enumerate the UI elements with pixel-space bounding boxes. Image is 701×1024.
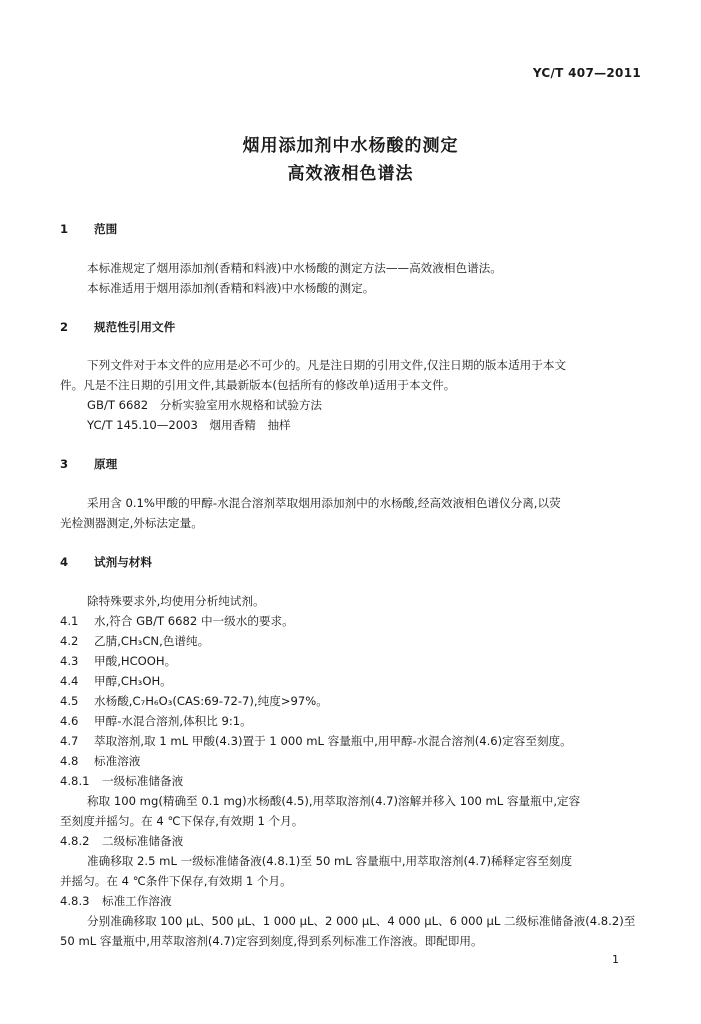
section-2-heading: 2 规范性引用文件 (60, 320, 176, 334)
reference-item: YC/T 145.10—2003 烟用香精 抽样 (87, 418, 291, 432)
page-number: 1 (612, 953, 619, 966)
paragraph: 除特殊要求外,均使用分析纯试剂。 (87, 594, 265, 608)
standard-code: YC/T 407—2011 (532, 66, 641, 80)
paragraph: 本标准规定了烟用添加剂(香精和料液)中水杨酸的测定方法——高效液相色谱法。 (87, 261, 502, 275)
subsection-heading: 4.8.2 二级标准储备液 (60, 834, 184, 848)
section-3-heading: 3 原理 (60, 457, 118, 471)
paragraph: 分别准确移取 100 μL、500 μL、1 000 μL、2 000 μL、4 000 μL、6 000 μL 二级标准储备液(4.8.2)至 (87, 914, 636, 928)
list-item: 4.2 乙腈,CH₃CN,色谱纯。 (60, 634, 210, 648)
paragraph: 光检测器测定,外标法定量。 (60, 516, 203, 530)
subsection-heading: 4.8.1 一级标准储备液 (60, 774, 184, 788)
paragraph: 至刻度并摇匀。在 4 ℃下保存,有效期 1 个月。 (60, 814, 304, 828)
list-item: 4.7 萃取溶剂,取 1 mL 甲酸(4.3)置于 1 000 mL 容量瓶中,用甲醇-水混合溶剂(4.6)定容至刻度。 (60, 734, 572, 748)
section-4-heading: 4 试剂与材料 (60, 555, 152, 569)
section-1-heading: 1 范围 (60, 222, 118, 236)
list-item: 4.1 水,符合 GB/T 6682 中一级水的要求。 (60, 614, 294, 628)
document-subtitle: 高效液相色谱法 (287, 164, 414, 184)
paragraph: 称取 100 mg(精确至 0.1 mg)水杨酸(4.5),用萃取溶剂(4.7)溶解并移入 100 mL 容量瓶中,定容 (87, 794, 581, 808)
subsection-heading: 4.8.3 标准工作溶液 (60, 894, 172, 908)
paragraph: 件。凡是不注日期的引用文件,其最新版本(包括所有的修改单)适用于本文件。 (60, 378, 456, 392)
paragraph: 下列文件对于本文件的应用是必不可少的。凡是注日期的引用文件,仅注日期的版本适用于本文 (87, 358, 567, 372)
paragraph: 准确移取 2.5 mL 一级标准储备液(4.8.1)至 50 mL 容量瓶中,用萃取溶剂(4.7)稀释定容至刻度 (87, 854, 573, 868)
paragraph: 本标准适用于烟用添加剂(香精和料液)中水杨酸的测定。 (87, 281, 375, 295)
document-title: 烟用添加剂中水杨酸的测定 (242, 136, 459, 156)
list-item: 4.4 甲醇,CH₃OH。 (60, 674, 172, 688)
reference-item: GB/T 6682 分析实验室用水规格和试验方法 (87, 398, 323, 412)
list-item: 4.6 甲醇-水混合溶剂,体积比 9:1。 (60, 714, 252, 728)
paragraph: 采用含 0.1%甲酸的甲醇-水混合溶剂萃取烟用添加剂中的水杨酸,经高效液相色谱仪分离,以荧 (87, 496, 561, 510)
list-item: 4.8 标准溶液 (60, 754, 141, 768)
list-item: 4.5 水杨酸,C₇H₆O₃(CAS:69-72-7),纯度>97%。 (60, 694, 328, 708)
paragraph: 50 mL 容量瓶中,用萃取溶剂(4.7)定容到刻度,得到系列标准工作溶液。即配即用。 (60, 934, 483, 948)
paragraph: 并摇匀。在 4 ℃条件下保存,有效期 1 个月。 (60, 874, 292, 888)
list-item: 4.3 甲酸,HCOOH。 (60, 654, 177, 668)
